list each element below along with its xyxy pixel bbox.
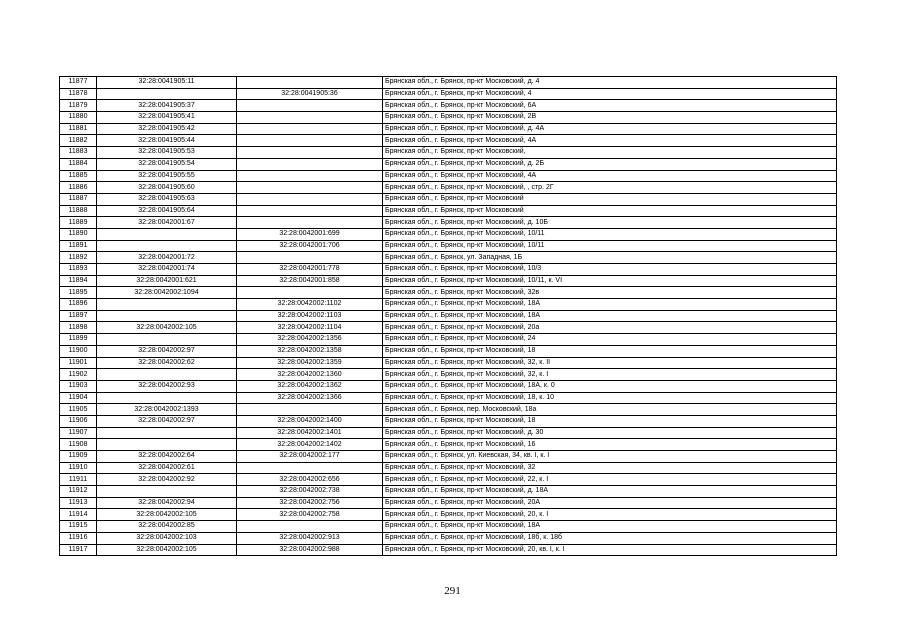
table-row	[60, 147, 837, 159]
object-number-cell	[237, 521, 383, 533]
row-number-cell: 11898	[60, 322, 97, 334]
object-number-cell: 32:28:0042002:1102	[237, 299, 383, 311]
address-cell: Брянская обл., г. Брянск, пр-кт Московский, 10/11	[383, 228, 837, 240]
cadastral-number-cell: 32:28:0042002:62	[97, 357, 237, 369]
table-row	[60, 193, 837, 205]
object-number-cell: 32:28:0042002:738	[237, 486, 383, 498]
address-cell: Брянская обл., г. Брянск, пр-кт Московский	[383, 205, 837, 217]
table-row	[60, 135, 837, 147]
object-number-cell: 32:28:0041905:36	[237, 88, 383, 100]
address-cell: Брянская обл., г. Брянск, пр-кт Московский, 22, к. I	[383, 474, 837, 486]
address-cell: Брянская обл., г. Брянск, пр-кт Московский, 32, к. II	[383, 357, 837, 369]
cadastral-number-cell: 32:28:0042002:97	[97, 415, 237, 427]
table-row	[60, 88, 837, 100]
object-number-cell: 32:28:0042002:1356	[237, 334, 383, 346]
cadastral-number-cell	[97, 486, 237, 498]
cadastral-number-cell: 32:28:0042002:1393	[97, 404, 237, 416]
row-number-cell: 11895	[60, 287, 97, 299]
row-number-cell: 11891	[60, 240, 97, 252]
table-row	[60, 392, 837, 404]
object-number-cell: 32:28:0042002:1103	[237, 310, 383, 322]
address-cell: Брянская обл., г. Брянск, пр-кт Московский,	[383, 147, 837, 159]
object-number-cell: 32:28:0042002:1360	[237, 369, 383, 381]
object-number-cell	[237, 158, 383, 170]
table-row	[60, 123, 837, 135]
address-cell: Брянская обл., г. Брянск, пр-кт Московский, д. 18А	[383, 486, 837, 498]
object-number-cell	[237, 462, 383, 474]
address-cell: Брянская обл., г. Брянск, пр-кт Московский, 20, к. I	[383, 509, 837, 521]
row-number-cell: 11889	[60, 217, 97, 229]
address-cell: Брянская обл., г. Брянск, пр-кт Московский, д. 2Б	[383, 158, 837, 170]
cadastral-number-cell: 32:28:0042001:72	[97, 252, 237, 264]
row-number-cell: 11881	[60, 123, 97, 135]
cadastral-number-cell: 32:28:0041905:64	[97, 205, 237, 217]
cadastral-number-cell	[97, 392, 237, 404]
address-cell: Брянская обл., г. Брянск, пр-кт Московский, 20, кв. I, к. I	[383, 544, 837, 556]
row-number-cell: 11909	[60, 451, 97, 463]
address-cell: Брянская обл., г. Брянск, пр-кт Московский, 32в	[383, 287, 837, 299]
address-cell: Брянская обл., г. Брянск, пр-кт Московский, д. 4А	[383, 123, 837, 135]
object-number-cell: 32:28:0042001:778	[237, 264, 383, 276]
registry-table	[59, 76, 837, 556]
table-row	[60, 287, 837, 299]
table-row	[60, 170, 837, 182]
object-number-cell	[237, 77, 383, 89]
address-cell: Брянская обл., г. Брянск, пр-кт Московский, 32, к. I	[383, 369, 837, 381]
address-cell: Брянская обл., г. Брянск, пр-кт Московский, , стр. 2Г	[383, 182, 837, 194]
cadastral-number-cell: 32:28:0041905:54	[97, 158, 237, 170]
cadastral-number-cell	[97, 88, 237, 100]
row-number-cell: 11910	[60, 462, 97, 474]
address-cell: Брянская обл., г. Брянск, пр-кт Московский, 18	[383, 415, 837, 427]
cadastral-number-cell: 32:28:0041905:63	[97, 193, 237, 205]
address-cell: Брянская обл., г. Брянск, пр-кт Московский, 18А	[383, 299, 837, 311]
row-number-cell: 11908	[60, 439, 97, 451]
row-number-cell: 11900	[60, 345, 97, 357]
object-number-cell: 32:28:0042002:1400	[237, 415, 383, 427]
cadastral-number-cell: 32:28:0042002:103	[97, 532, 237, 544]
object-number-cell	[237, 205, 383, 217]
table-row	[60, 404, 837, 416]
cadastral-number-cell	[97, 240, 237, 252]
cadastral-number-cell	[97, 369, 237, 381]
object-number-cell	[237, 123, 383, 135]
row-number-cell: 11907	[60, 427, 97, 439]
object-number-cell: 32:28:0042002:177	[237, 451, 383, 463]
table-row	[60, 322, 837, 334]
table-row	[60, 439, 837, 451]
cadastral-number-cell: 32:28:0042002:92	[97, 474, 237, 486]
table-row	[60, 415, 837, 427]
cadastral-number-cell: 32:28:0042002:94	[97, 497, 237, 509]
address-cell: Брянская обл., г. Брянск, пр-кт Московский, 10/11, к. VI	[383, 275, 837, 287]
row-number-cell: 11897	[60, 310, 97, 322]
cadastral-number-cell: 32:28:0042001:74	[97, 264, 237, 276]
cadastral-number-cell	[97, 228, 237, 240]
row-number-cell: 11904	[60, 392, 97, 404]
row-number-cell: 11890	[60, 228, 97, 240]
object-number-cell: 32:28:0042001:858	[237, 275, 383, 287]
object-number-cell: 32:28:0042002:758	[237, 509, 383, 521]
object-number-cell: 32:28:0042002:1359	[237, 357, 383, 369]
row-number-cell: 11882	[60, 135, 97, 147]
table-row	[60, 228, 837, 240]
cadastral-number-cell: 32:28:0042002:85	[97, 521, 237, 533]
cadastral-number-cell: 32:28:0042002:1094	[97, 287, 237, 299]
address-cell: Брянская обл., г. Брянск, пр-кт Московский, 6А	[383, 100, 837, 112]
table-row	[60, 299, 837, 311]
table-row	[60, 252, 837, 264]
page-number: 291	[444, 585, 461, 597]
row-number-cell: 11905	[60, 404, 97, 416]
row-number-cell: 11902	[60, 369, 97, 381]
cadastral-number-cell: 32:28:0041905:53	[97, 147, 237, 159]
row-number-cell: 11906	[60, 415, 97, 427]
table-row	[60, 497, 837, 509]
object-number-cell	[237, 100, 383, 112]
object-number-cell: 32:28:0042002:1401	[237, 427, 383, 439]
table-row	[60, 275, 837, 287]
table-row	[60, 427, 837, 439]
cadastral-number-cell: 32:28:0041905:60	[97, 182, 237, 194]
address-cell: Брянская обл., г. Брянск, пр-кт Московский, 10/11	[383, 240, 837, 252]
table-row	[60, 182, 837, 194]
table-row	[60, 217, 837, 229]
row-number-cell: 11885	[60, 170, 97, 182]
table-row	[60, 380, 837, 392]
row-number-cell: 11886	[60, 182, 97, 194]
table-row	[60, 521, 837, 533]
address-cell: Брянская обл., г. Брянск, пр-кт Московский, 4	[383, 88, 837, 100]
object-number-cell: 32:28:0042002:756	[237, 497, 383, 509]
cadastral-number-cell: 32:28:0042002:61	[97, 462, 237, 474]
cadastral-number-cell: 32:28:0042002:105	[97, 322, 237, 334]
object-number-cell	[237, 112, 383, 124]
address-cell: Брянская обл., г. Брянск, пр-кт Московский, д. 4	[383, 77, 837, 89]
object-number-cell	[237, 404, 383, 416]
object-number-cell	[237, 252, 383, 264]
table-row	[60, 345, 837, 357]
cadastral-number-cell: 32:28:0041905:37	[97, 100, 237, 112]
row-number-cell: 11903	[60, 380, 97, 392]
address-cell: Брянская обл., г. Брянск, пр-кт Московский, 20а	[383, 322, 837, 334]
row-number-cell: 11896	[60, 299, 97, 311]
table-row	[60, 369, 837, 381]
address-cell: Брянская обл., г. Брянск, пр-кт Московский, 32	[383, 462, 837, 474]
object-number-cell: 32:28:0042001:699	[237, 228, 383, 240]
object-number-cell: 32:28:0042002:913	[237, 532, 383, 544]
table-row	[60, 240, 837, 252]
table-row	[60, 205, 837, 217]
address-cell: Брянская обл., г. Брянск, пр-кт Московский, 18	[383, 345, 837, 357]
object-number-cell: 32:28:0042002:1362	[237, 380, 383, 392]
table-row	[60, 544, 837, 556]
address-cell: Брянская обл., г. Брянск, пр-кт Московский, 4А	[383, 135, 837, 147]
object-number-cell: 32:28:0042002:1366	[237, 392, 383, 404]
row-number-cell: 11912	[60, 486, 97, 498]
object-number-cell	[237, 147, 383, 159]
row-number-cell: 11894	[60, 275, 97, 287]
object-number-cell: 32:28:0042002:1104	[237, 322, 383, 334]
row-number-cell: 11888	[60, 205, 97, 217]
row-number-cell: 11883	[60, 147, 97, 159]
table-row	[60, 112, 837, 124]
row-number-cell: 11880	[60, 112, 97, 124]
address-cell: Брянская обл., г. Брянск, пр-кт Московский, 24	[383, 334, 837, 346]
cadastral-number-cell: 32:28:0042001:621	[97, 275, 237, 287]
object-number-cell	[237, 217, 383, 229]
row-number-cell: 11914	[60, 509, 97, 521]
address-cell: Брянская обл., г. Брянск, пр-кт Московский, 18А, к. 0	[383, 380, 837, 392]
row-number-cell: 11913	[60, 497, 97, 509]
table-row	[60, 77, 837, 89]
address-cell: Брянская обл., г. Брянск, пр-кт Московский, 4А	[383, 170, 837, 182]
object-number-cell	[237, 193, 383, 205]
cadastral-number-cell	[97, 427, 237, 439]
table-row	[60, 310, 837, 322]
row-number-cell: 11892	[60, 252, 97, 264]
object-number-cell	[237, 135, 383, 147]
row-number-cell: 11915	[60, 521, 97, 533]
table-row	[60, 509, 837, 521]
table-row	[60, 357, 837, 369]
cadastral-number-cell: 32:28:0041905:11	[97, 77, 237, 89]
row-number-cell: 11916	[60, 532, 97, 544]
table-row	[60, 451, 837, 463]
row-number-cell: 11911	[60, 474, 97, 486]
table-row	[60, 486, 837, 498]
object-number-cell: 32:28:0042001:706	[237, 240, 383, 252]
row-number-cell: 11917	[60, 544, 97, 556]
cadastral-number-cell	[97, 310, 237, 322]
address-cell: Брянская обл., г. Брянск, пр-кт Московский, д. 10Б	[383, 217, 837, 229]
address-cell: Брянская обл., г. Брянск, пр-кт Московский, 2В	[383, 112, 837, 124]
table-row	[60, 532, 837, 544]
table-row	[60, 474, 837, 486]
address-cell: Брянская обл., г. Брянск, пр-кт Московский, 20А	[383, 497, 837, 509]
address-cell: Брянская обл., г. Брянск, пр-кт Московский, 18, к. 10	[383, 392, 837, 404]
row-number-cell: 11879	[60, 100, 97, 112]
table-row	[60, 264, 837, 276]
row-number-cell: 11884	[60, 158, 97, 170]
object-number-cell: 32:28:0042002:656	[237, 474, 383, 486]
table-row	[60, 334, 837, 346]
address-cell: Брянская обл., г. Брянск, пер. Московский, 18а	[383, 404, 837, 416]
object-number-cell	[237, 287, 383, 299]
object-number-cell: 32:28:0042002:1358	[237, 345, 383, 357]
table-row	[60, 462, 837, 474]
object-number-cell	[237, 182, 383, 194]
row-number-cell: 11877	[60, 77, 97, 89]
registry-table-body	[60, 77, 837, 556]
object-number-cell: 32:28:0042002:988	[237, 544, 383, 556]
cadastral-number-cell: 32:28:0041905:44	[97, 135, 237, 147]
cadastral-number-cell	[97, 334, 237, 346]
table-row	[60, 158, 837, 170]
row-number-cell: 11878	[60, 88, 97, 100]
cadastral-number-cell: 32:28:0042001:67	[97, 217, 237, 229]
cadastral-number-cell: 32:28:0041905:42	[97, 123, 237, 135]
address-cell: Брянская обл., г. Брянск, пр-кт Московский, 10/3	[383, 264, 837, 276]
object-number-cell: 32:28:0042002:1402	[237, 439, 383, 451]
address-cell: Брянская обл., г. Брянск, ул. Западная, 1Б	[383, 252, 837, 264]
address-cell: Брянская обл., г. Брянск, пр-кт Московский, 18А	[383, 310, 837, 322]
row-number-cell: 11893	[60, 264, 97, 276]
address-cell: Брянская обл., г. Брянск, пр-кт Московский	[383, 193, 837, 205]
cadastral-number-cell: 32:28:0042002:105	[97, 509, 237, 521]
object-number-cell	[237, 170, 383, 182]
cadastral-number-cell: 32:28:0042002:93	[97, 380, 237, 392]
table-row	[60, 100, 837, 112]
cadastral-number-cell: 32:28:0042002:97	[97, 345, 237, 357]
cadastral-number-cell: 32:28:0041905:41	[97, 112, 237, 124]
cadastral-number-cell: 32:28:0042002:105	[97, 544, 237, 556]
address-cell: Брянская обл., г. Брянск, ул. Киевская, 34, кв. I, к. I	[383, 451, 837, 463]
address-cell: Брянская обл., г. Брянск, пр-кт Московский, д. 30	[383, 427, 837, 439]
address-cell: Брянская обл., г. Брянск, пр-кт Московский, 18б, к. 18б	[383, 532, 837, 544]
cadastral-number-cell	[97, 299, 237, 311]
cadastral-number-cell: 32:28:0041905:55	[97, 170, 237, 182]
address-cell: Брянская обл., г. Брянск, пр-кт Московский, 18А	[383, 521, 837, 533]
cadastral-number-cell: 32:28:0042002:64	[97, 451, 237, 463]
cadastral-number-cell	[97, 439, 237, 451]
row-number-cell: 11901	[60, 357, 97, 369]
address-cell: Брянская обл., г. Брянск, пр-кт Московский, 16	[383, 439, 837, 451]
row-number-cell: 11899	[60, 334, 97, 346]
row-number-cell: 11887	[60, 193, 97, 205]
